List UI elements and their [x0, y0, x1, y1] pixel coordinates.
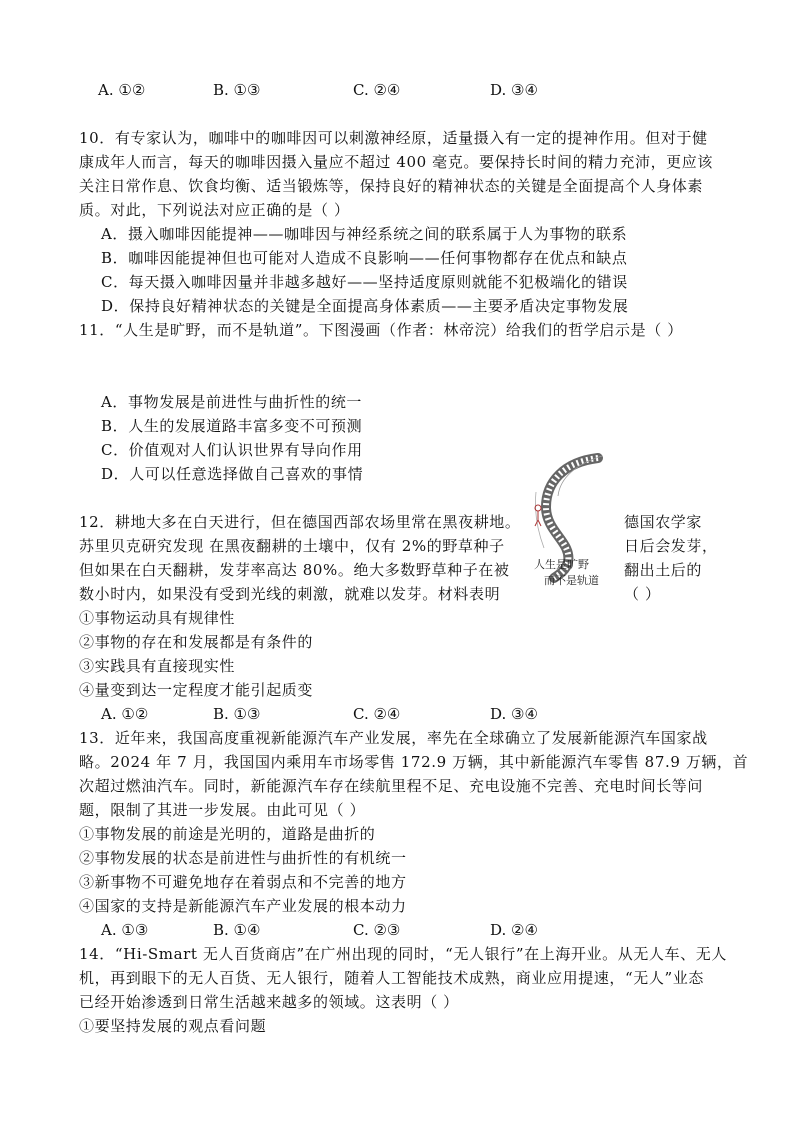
cartoon-caption-line: 人生是旷野 [534, 558, 589, 571]
option-b[interactable]: B. ①④ [213, 921, 261, 939]
q11-option-c[interactable]: C．价值观对人们认识世界有导向作用 [101, 441, 363, 459]
option-c[interactable]: C. ②④ [353, 705, 401, 723]
q12-stem-left: 但如果在白天翻耕，发芽率高达 80%。绝大多数野草种子在被 [79, 561, 510, 579]
q10-option-d[interactable]: D．保持良好精神状态的关键是全面提高身体素质——主要矛盾决定事物发展 [101, 297, 629, 315]
q13-stem-line: 13．近年来，我国高度重视新能源汽车产业发展，率先在全球确立了发展新能源汽车国家战 [79, 729, 708, 747]
q12-stem-right: 日后会发芽， [624, 537, 718, 555]
option-c[interactable]: C. ②④ [353, 81, 401, 99]
q13-stem-line: 次超过燃油汽车。同时，新能源汽车存在续航里程不足、充电设施不完善、充电时间长等问 [79, 777, 704, 795]
option-a[interactable]: A. ①② [98, 81, 146, 99]
q12-statement-4: ④量变到达一定程度才能引起质变 [79, 681, 314, 699]
option-d[interactable]: D. ③④ [490, 81, 538, 99]
q13-statement-3: ③新事物不可避免地存在着弱点和不完善的地方 [79, 873, 407, 891]
cartoon-caption-line: 而不是轨道 [544, 574, 599, 587]
option-a[interactable]: A. ①③ [101, 921, 149, 939]
option-d[interactable]: D. ②④ [490, 921, 538, 939]
q14-stem-line: 14．“Hi-Smart 无人百货商店”在广州出现的同时，“无人银行”在上海开业。从无人车、无人 [79, 945, 727, 963]
q11-option-b[interactable]: B．人生的发展道路丰富多变不可预测 [101, 417, 363, 435]
option-a[interactable]: A. ①② [101, 705, 149, 723]
q9-options [0, 80, 794, 100]
option-c[interactable]: C. ②③ [353, 921, 401, 939]
q11-option-a[interactable]: A．事物发展是前进性与曲折性的统一 [101, 393, 363, 411]
q13-stem-line: 略。2024 年 7 月，我国国内乘用车市场零售 172.9 万辆，其中新能源汽车零售 87.9 万辆，首 [79, 753, 749, 771]
q10-stem-line: 康成年人而言，每天的咖啡因摄入量应不超过 400 毫克。要保持长时间的精力充沛，更应该 [79, 153, 713, 171]
q12-stem-left: 数小时内，如果没有受到光线的刺激，就难以发芽。材料表明 [79, 585, 501, 603]
option-d[interactable]: D. ③④ [490, 705, 538, 723]
q12-statement-3: ③实践具有直接现实性 [79, 657, 236, 675]
q12-stem-right: 德国农学家 [624, 513, 703, 531]
q14-stem-line: 已经开始渗透到日常生活越来越多的领域。这表明（ ） [79, 993, 459, 1011]
q13-statement-1: ①事物发展的前途是光明的，道路是曲折的 [79, 825, 376, 843]
q10-option-b[interactable]: B．咖啡因能提神但也可能对人造成不良影响——任何事物都存在优点和缺点 [101, 249, 628, 267]
q11-option-d[interactable]: D．人可以任意选择做自己喜欢的事情 [101, 465, 364, 483]
q13-options [0, 920, 794, 940]
q10-stem-line: 质。对此，下列说法对应正确的是（ ） [79, 201, 350, 219]
q12-options [0, 704, 794, 724]
option-b[interactable]: B. ①③ [213, 81, 261, 99]
q12-stem-left: 苏里贝克研究发现 在黑夜翻耕的土壤中，仅有 2%的野草种子 [79, 537, 505, 555]
cartoon-illustration [524, 452, 614, 592]
q13-statement-2: ②事物发展的状态是前进性与曲折性的有机统一 [79, 849, 407, 867]
q10-option-c[interactable]: C．每天摄入咖啡因量并非越多越好——坚持适度原则就能不犯极端化的错误 [101, 273, 628, 291]
q12-statement-2: ②事物的存在和发展都是有条件的 [79, 633, 314, 651]
q14-statement-1: ①要坚持发展的观点看问题 [79, 1017, 267, 1035]
q13-statement-4: ④国家的支持是新能源汽车产业发展的根本动力 [79, 897, 407, 915]
q12-statement-1: ①事物运动具有规律性 [79, 609, 236, 627]
option-b[interactable]: B. ①③ [213, 705, 261, 723]
q13-stem-line: 题，限制了其进一步发展。由此可见（ ） [79, 801, 366, 819]
q12-stem-right: 翻出土后的 [624, 561, 703, 579]
q10-option-a[interactable]: A．摄入咖啡因能提神——咖啡因与神经系统之间的联系属于人为事物的联系 [101, 225, 628, 243]
q14-stem-line: 机，再到眼下的无人百货、无人银行，随着人工智能技术成熟，商业应用提速，“无人”业态 [79, 969, 704, 987]
q12-stem-left: 12．耕地大多在白天进行，但在德国西部农场里常在黑夜耕地。 [79, 513, 521, 531]
q10-stem-line: 关注日常作息、饮食均衡、适当锻炼等，保持良好的精神状态的关键是全面提高个人身体素 [79, 177, 704, 195]
q12-stem-right: （ ） [624, 585, 661, 603]
q10-stem-line: 10．有专家认为，咖啡中的咖啡因可以刺激神经原，适量摄入有一定的提神作用。但对于健 [79, 129, 708, 147]
q11-stem: 11．“人生是旷野，而不是轨道”。下图漫画（作者：林帝浣）给我们的哲学启示是（ ） [79, 321, 683, 339]
